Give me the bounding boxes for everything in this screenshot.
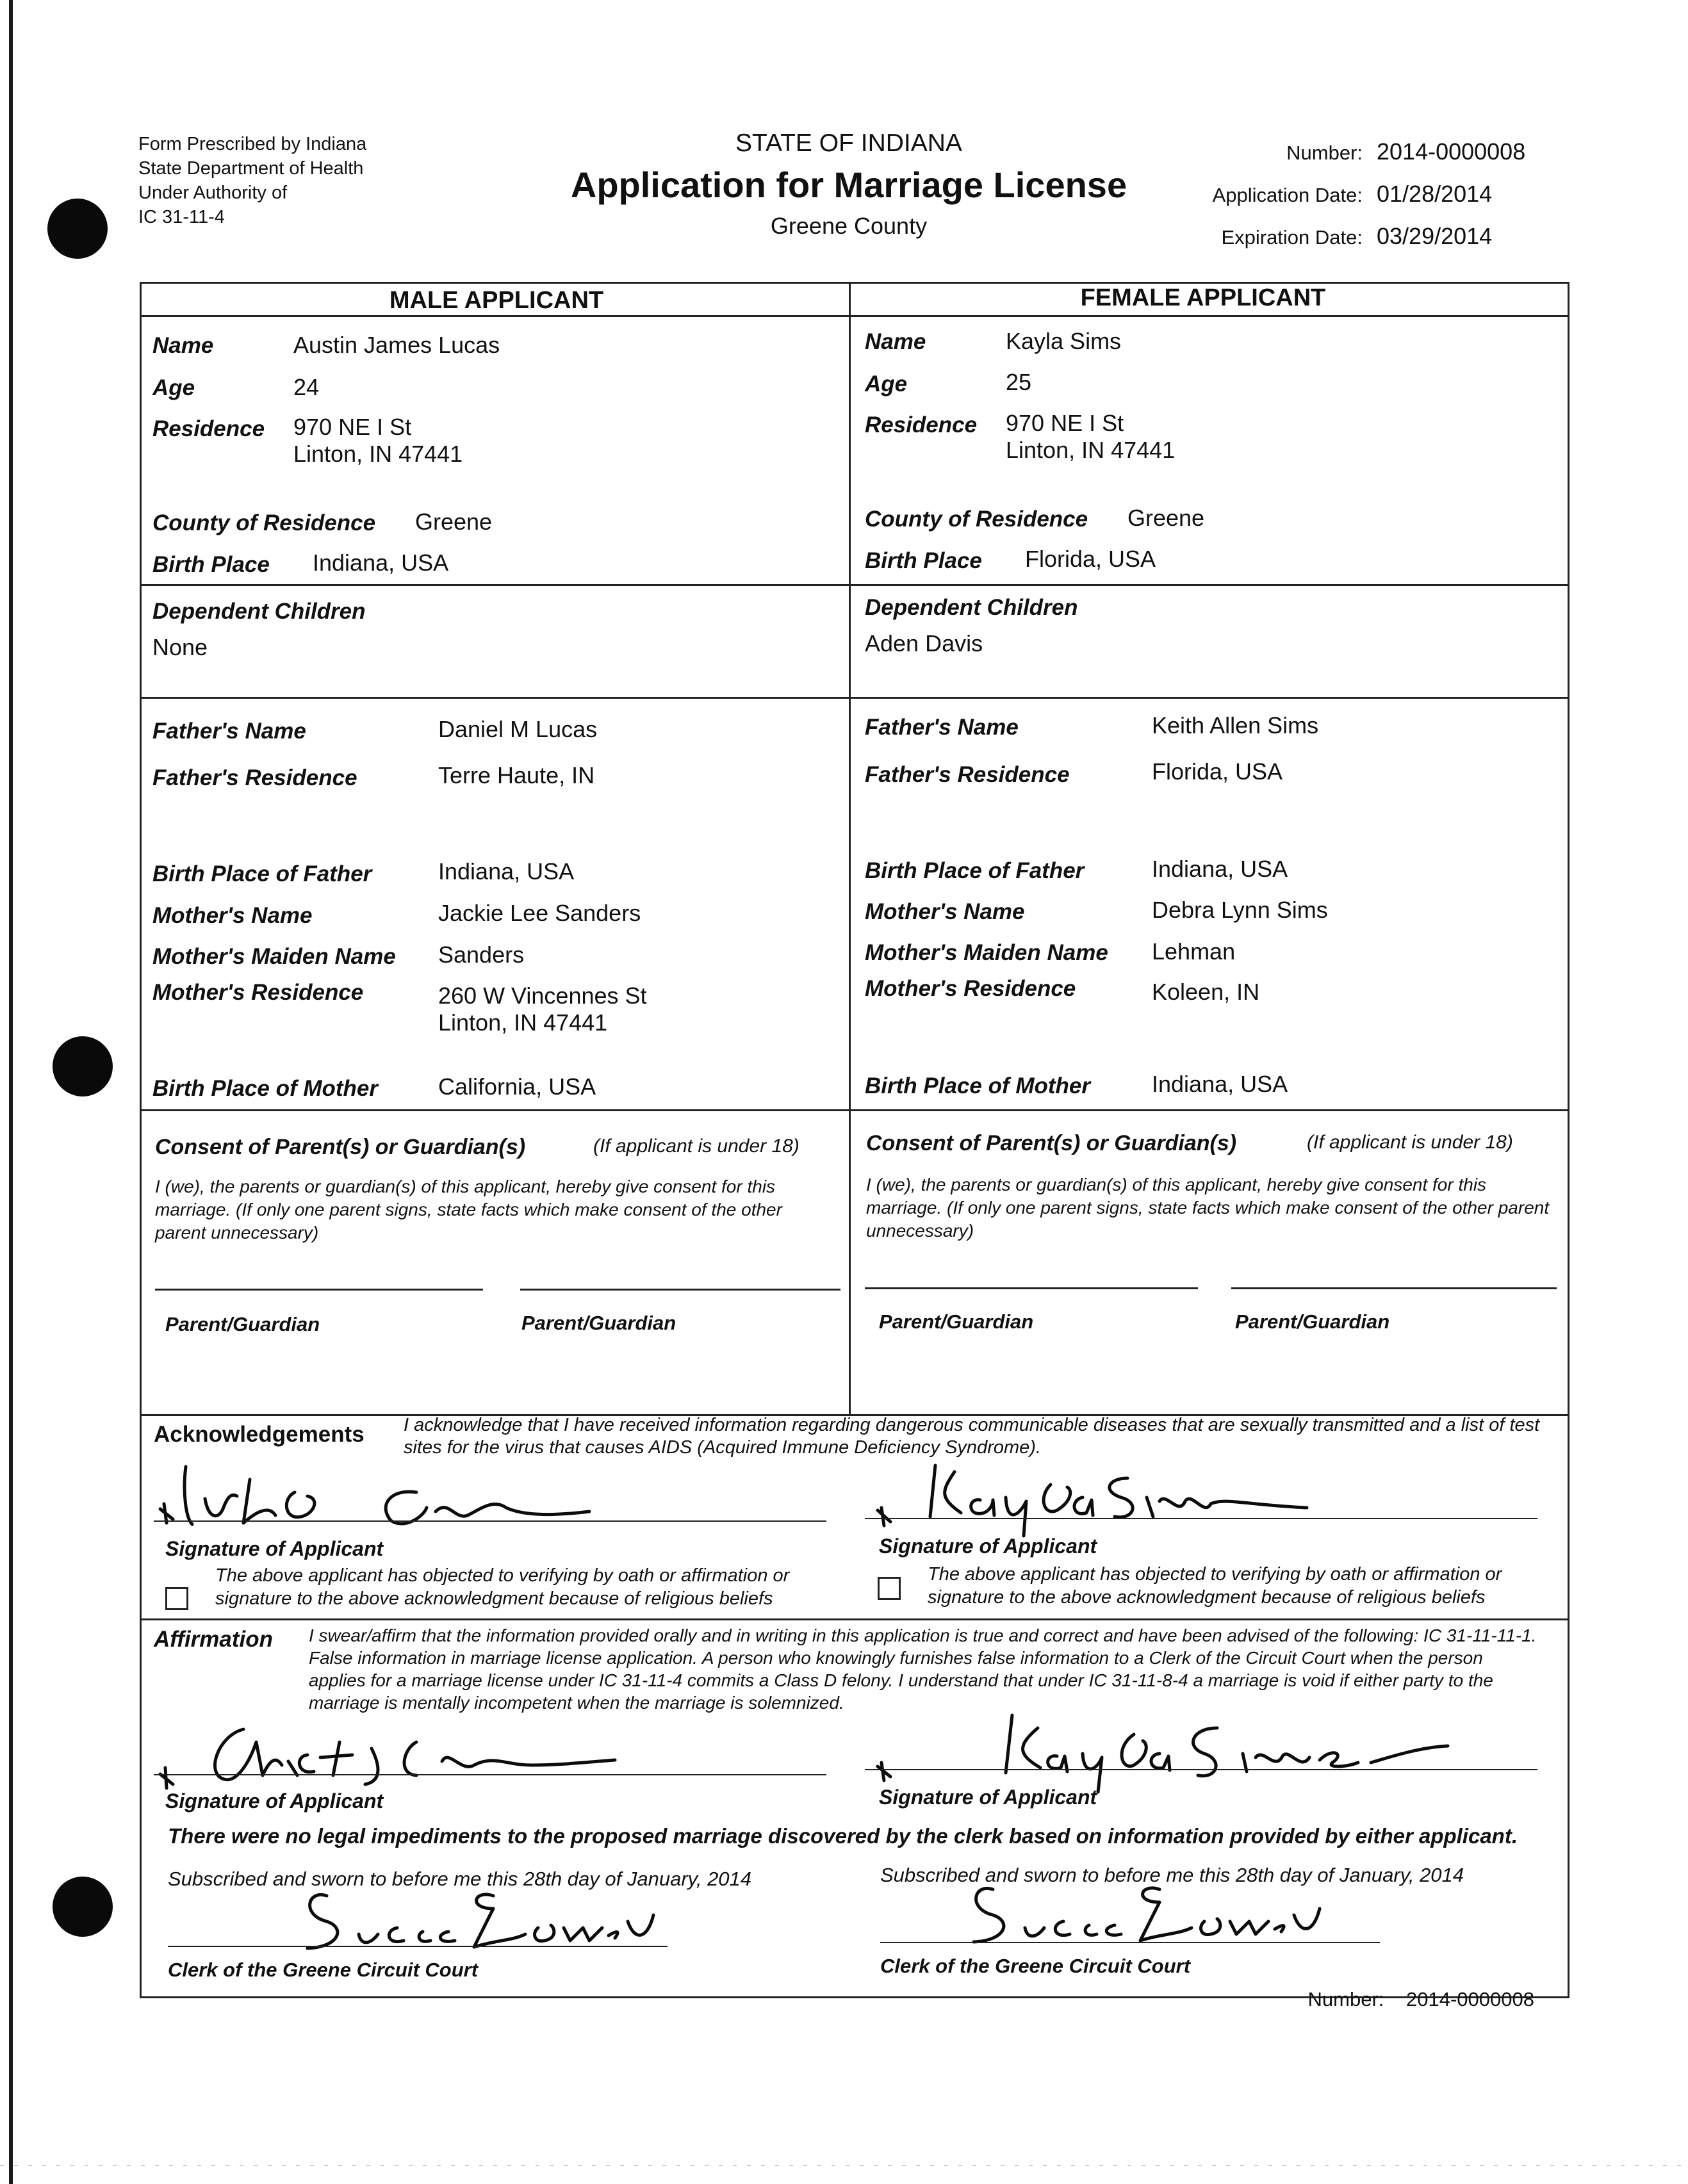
punch-hole-bottom [53,1877,113,1937]
male-applicant-heading: MALE APPLICANT [389,287,604,314]
signature-of-applicant-label: Signature of Applicant [879,1786,1097,1809]
form-authority-line: Form Prescribed by Indiana [138,134,367,154]
county-of-residence-label: County of Residence [865,507,1088,532]
birth-place-label: Birth Place [865,548,982,573]
rule-parents [140,697,1569,699]
religious-objection-checkbox-female[interactable] [878,1577,901,1600]
male-county: Greene [415,509,493,535]
male-mother-birth-place: California, USA [438,1073,596,1100]
parent-guardian-label: Parent/Guardian [521,1312,676,1334]
male-father-name: Daniel M Lucas [438,716,598,742]
parent-guardian-label: Parent/Guardian [879,1310,1034,1333]
male-sworn-statement: Subscribed and sworn to before me this 28th day of January, 2014 [168,1868,752,1890]
parent-guardian-line[interactable] [865,1287,1198,1289]
signature-line[interactable] [865,1518,1537,1519]
clerk-signature-line[interactable] [168,1946,668,1947]
male-dependent-children: None [152,634,208,660]
mothers-name-label: Mother's Name [865,899,1025,924]
female-father-birth-place: Indiana, USA [1152,856,1288,882]
male-applicant-signature [147,1704,820,1800]
expiration-date: 03/29/2014 [1377,223,1493,249]
no-impediments-statement: There were no legal impediments to the proposed marriage discovered by the clerk based on information provided by either applicant. [168,1824,1518,1848]
age-label: Age [152,375,195,400]
birth-place-of-mother-label: Birth Place of Mother [152,1076,378,1101]
form-authority [138,132,366,229]
consent-text: I (we), the parents or guardian(s) of this applicant, hereby give consent for this marriage. (If only one parent signs, state facts which make consent of the other parent unnecessary) [866,1175,1550,1241]
clerk-label: Clerk of the Greene Circuit Court [880,1955,1191,1977]
affirmation-title: Affirmation [154,1627,274,1652]
mothers-residence-label: Mother's Residence [152,980,364,1005]
rule-dependents [140,584,1569,586]
clerk-signature-line[interactable] [880,1942,1380,1943]
birth-place-of-father-label: Birth Place of Father [865,858,1085,883]
form-authority-line: Under Authority of [138,183,288,203]
signature-line[interactable] [154,1774,826,1775]
residence-label: Residence [152,416,265,441]
female-age: 25 [1006,369,1032,395]
signature-of-applicant-label: Signature of Applicant [165,1537,384,1560]
female-mother-birth-place: Indiana, USA [1152,1071,1288,1097]
form-authority-line: IC 31-11-4 [138,207,225,227]
female-county: Greene [1127,505,1205,531]
female-father-name: Keith Allen Sims [1152,712,1319,738]
consent-note: (If applicant is under 18) [1307,1132,1513,1153]
dependent-children-label: Dependent Children [865,595,1078,620]
application-meta [1213,131,1541,258]
center-divider [849,282,851,1415]
county-of-residence-label: County of Residence [152,510,376,535]
signature-line[interactable] [154,1520,826,1522]
number-label: Number: [1286,142,1363,164]
consent-title: Consent of Parent(s) or Guardian(s) [155,1135,526,1159]
female-mother-name: Debra Lynn Sims [1152,897,1328,923]
fathers-name-label: Father's Name [865,715,1019,740]
parent-guardian-line[interactable] [520,1289,840,1291]
female-sworn-statement: Subscribed and sworn to before me this 28th day of January, 2014 [880,1864,1464,1886]
male-father-birth-place: Indiana, USA [438,858,575,884]
rule-affirmation [140,1618,1569,1620]
male-mother-maiden-name: Sanders [438,941,525,968]
application-date-label: Application Date: [1212,184,1363,206]
female-applicant-signature [858,1446,1550,1549]
female-dependent-children: Aden Davis [865,630,983,656]
residence-label: Residence [865,412,978,437]
female-residence-line1: 970 NE I St [1006,410,1124,436]
scan-noise [0,2165,1688,2166]
male-name: Austin James Lucas [293,332,500,358]
county-heading: Greene County [770,213,928,239]
birth-place-label: Birth Place [152,552,270,577]
clerk-signature-female [942,1870,1339,1966]
parent-guardian-line[interactable] [1231,1287,1557,1289]
footer-number-label: Number: [1307,1988,1384,2010]
document-title: Application for Marriage License [570,165,1127,205]
application-date: 01/28/2014 [1377,181,1493,207]
female-applicant-heading: FEMALE APPLICANT [1080,284,1326,311]
male-father-residence: Terre Haute, IN [438,762,595,788]
female-mother-residence: Koleen, IN [1152,979,1260,1005]
religious-objection-text: The above applicant has objected to verifying by oath or affirmation or signature to the above acknowledgment because of religious beliefs [215,1565,790,1609]
dependent-children-label: Dependent Children [152,599,366,624]
female-father-residence: Florida, USA [1152,758,1283,785]
acknowledgements-text: I acknowledge that I have received information regarding dangerous communicable diseases that are sexually transmitted and a list of test sites for the virus that causes AIDS (Acquired Immune Deficiency Syndrome). [404,1415,1540,1458]
name-label: Name [865,329,926,354]
scan-left-edge [9,0,13,2184]
religious-objection-text: The above applicant has objected to verifying by oath or affirmation or signature to the above acknowledgment because of religious beliefs [928,1564,1502,1608]
punch-hole-middle [53,1036,113,1096]
male-mother-residence-line1: 260 W Vincennes St [438,982,647,1009]
female-name: Kayla Sims [1006,328,1122,354]
mothers-residence-label: Mother's Residence [865,976,1076,1001]
form-authority-line: State Department of Health [138,158,364,179]
mothers-maiden-name-label: Mother's Maiden Name [865,940,1108,965]
birth-place-of-mother-label: Birth Place of Mother [865,1073,1090,1098]
female-residence-line2: Linton, IN 47441 [1006,437,1176,463]
signature-line[interactable] [865,1769,1537,1770]
consent-text: I (we), the parents or guardian(s) of this applicant, hereby give consent for this marriage. (If only one parent signs, state facts which make consent of the other parent unnecessary) [155,1177,782,1243]
fathers-residence-label: Father's Residence [865,762,1070,787]
state-heading: STATE OF INDIANA [735,129,962,157]
affirmation-text: I swear/affirm that the information provided orally and in writing in this application is true and correct and have been advised of the following: IC 31-11-11-1. False information in marriage license application. A person who knowingly furnishes false information to a Clerk of the Circuit Court when the person applies for a marriage license under IC 31-11-4 commits a Class D felony. I understand that under IC 31-11-8-4 a marriage is void if either party to the marriage is mentally incompetent when the marriage is solemnized. [309,1626,1537,1713]
expiration-date-label: Expiration Date: [1221,226,1363,249]
punch-hole-top [47,199,108,259]
male-birth-place: Indiana, USA [313,550,449,576]
parent-guardian-label: Parent/Guardian [1235,1310,1390,1333]
age-label: Age [865,371,908,396]
fathers-residence-label: Father's Residence [152,765,357,790]
name-label: Name [152,333,214,358]
application-number: 2014-0000008 [1377,138,1526,165]
consent-title: Consent of Parent(s) or Guardian(s) [866,1131,1237,1155]
male-mother-residence-line2: Linton, IN 47441 [438,1009,608,1036]
male-mother-name: Jackie Lee Sanders [438,900,641,926]
birth-place-of-father-label: Birth Place of Father [152,861,372,886]
female-mother-maiden-name: Lehman [1152,938,1236,965]
acknowledgements-title: Acknowledgements [154,1422,365,1447]
signature-of-applicant-label: Signature of Applicant [879,1535,1097,1558]
clerk-label: Clerk of the Greene Circuit Court [168,1959,479,1981]
footer-number [1308,1988,1534,2011]
mothers-name-label: Mother's Name [152,903,313,928]
rule-consent [140,1109,1569,1111]
male-residence-line2: Linton, IN 47441 [293,441,463,467]
parent-guardian-line[interactable] [155,1289,483,1291]
signature-of-applicant-label: Signature of Applicant [165,1789,384,1813]
footer-number-value: 2014-0000008 [1406,1988,1534,2010]
fathers-name-label: Father's Name [152,719,306,744]
female-birth-place: Florida, USA [1025,546,1156,572]
header-rule [140,315,1569,317]
mothers-maiden-name-label: Mother's Maiden Name [152,944,396,969]
consent-note: (If applicant is under 18) [593,1136,799,1157]
male-age: 24 [293,374,320,400]
male-residence-line1: 970 NE I St [293,414,412,440]
male-applicant-signature [147,1454,820,1537]
religious-objection-checkbox-male[interactable] [165,1587,188,1610]
parent-guardian-label: Parent/Guardian [165,1313,320,1335]
